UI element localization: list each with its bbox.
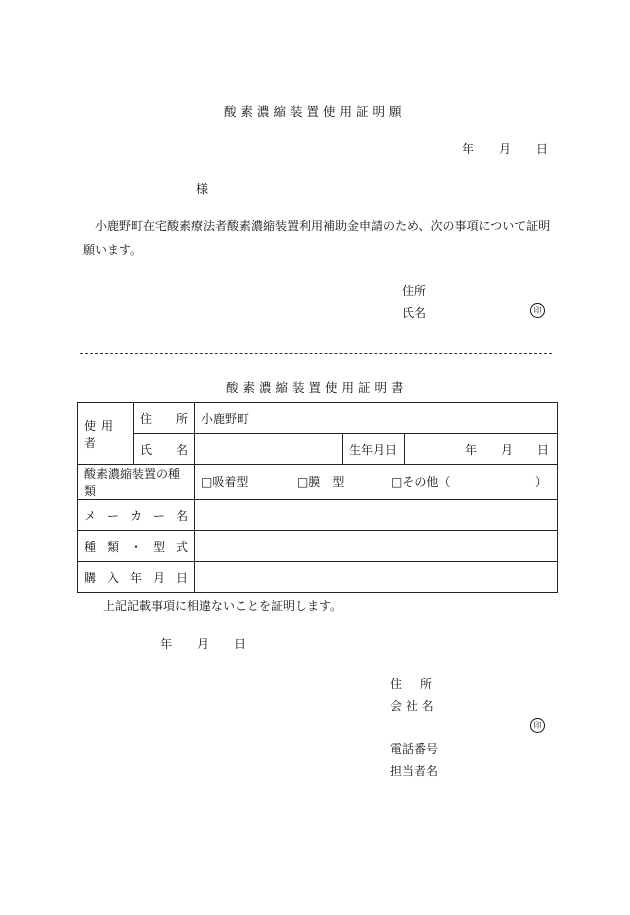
- maker-label-2: ー: [106, 508, 119, 523]
- device-type-label: 酸素濃縮装置の種類: [84, 467, 181, 498]
- maker-label-3: カ: [129, 508, 142, 523]
- request-name-label: 氏名: [402, 306, 427, 320]
- model-label-5: 式: [175, 539, 188, 554]
- purchase-label-1: 購: [84, 570, 97, 585]
- issue-date-day: 日: [234, 637, 247, 651]
- user-label: 使用者: [84, 418, 119, 450]
- purchase-label-cell: [78, 562, 195, 593]
- device-type-options-cell: [195, 465, 558, 500]
- birth-month: 月: [501, 442, 514, 457]
- table-row: [78, 465, 558, 500]
- purchase-label-5: 日: [175, 570, 188, 585]
- company-person-label: 担当者名: [390, 764, 439, 778]
- company-address-label: 住 所: [390, 677, 436, 691]
- company-seal-mark: 印: [530, 718, 545, 733]
- address-value: 小鹿野町: [201, 411, 250, 426]
- company-name-label: 会 社 名: [390, 699, 434, 713]
- model-label-3: ・: [129, 539, 142, 554]
- certificate-table: [77, 402, 558, 593]
- request-title: 酸素濃縮装置使用証明願: [224, 104, 406, 119]
- certificate-title: 酸素濃縮装置使用証明書: [226, 380, 408, 395]
- address-value-cell[interactable]: [195, 403, 558, 434]
- request-date-day: 日: [536, 142, 549, 156]
- table-row: [78, 434, 558, 465]
- checkbox-other[interactable]: □その他（: [391, 475, 451, 489]
- table-row: [78, 562, 558, 593]
- address-label-cell: [134, 403, 195, 434]
- model-label-4: 型: [152, 539, 165, 554]
- other-close-paren: ）: [535, 475, 548, 489]
- company-phone-label: 電話番号: [390, 742, 439, 756]
- issue-date-year: 年: [160, 637, 173, 651]
- maker-label-cell: [78, 500, 195, 531]
- request-date-year: 年: [462, 142, 475, 156]
- request-address-label: 住所: [402, 284, 427, 298]
- maker-label-4: ー: [152, 508, 165, 523]
- birth-label-cell: [343, 434, 405, 465]
- table-row: [78, 403, 558, 434]
- device-type-label-cell: [78, 465, 195, 500]
- checkbox-membrane[interactable]: □膜 型: [297, 475, 345, 489]
- purchase-value-cell[interactable]: [195, 562, 558, 593]
- purchase-label-2: 入: [106, 570, 119, 585]
- table-row: [78, 500, 558, 531]
- maker-value-cell[interactable]: [195, 500, 558, 531]
- birth-label: 生年月日: [349, 442, 398, 457]
- birth-date-cell[interactable]: [405, 434, 558, 465]
- addressee-suffix: 様: [196, 182, 209, 196]
- model-value-cell[interactable]: [195, 531, 558, 562]
- address-label-1: 住: [140, 411, 153, 426]
- user-label-cell: [78, 403, 134, 465]
- issue-date-month: 月: [197, 637, 210, 651]
- maker-label-1: メ: [84, 508, 97, 523]
- cut-line: [80, 353, 552, 354]
- certificate-statement: 上記記載事項に相違ないことを証明します。: [103, 599, 343, 613]
- table-row: [78, 531, 558, 562]
- purchase-label-3: 年: [129, 570, 142, 585]
- model-label-cell: [78, 531, 195, 562]
- name-label-cell: [134, 434, 195, 465]
- model-label-1: 種: [84, 539, 97, 554]
- model-label-2: 類: [106, 539, 119, 554]
- name-label-2: 名: [175, 442, 188, 457]
- checkbox-adsorption[interactable]: □吸着型: [201, 475, 249, 489]
- purchase-label-4: 月: [152, 570, 165, 585]
- birth-year: 年: [464, 442, 477, 457]
- name-value-cell[interactable]: [195, 434, 343, 465]
- name-label-1: 氏: [140, 442, 153, 457]
- address-label-2: 所: [175, 411, 188, 426]
- birth-day: 日: [537, 442, 550, 457]
- seal-mark: 印: [530, 303, 545, 318]
- request-body: 小鹿野町在宅酸素療法者酸素濃縮装置利用補助金申請のため、次の事項について証明願います。: [83, 219, 551, 257]
- request-date-month: 月: [499, 142, 512, 156]
- maker-label-5: 名: [175, 508, 188, 523]
